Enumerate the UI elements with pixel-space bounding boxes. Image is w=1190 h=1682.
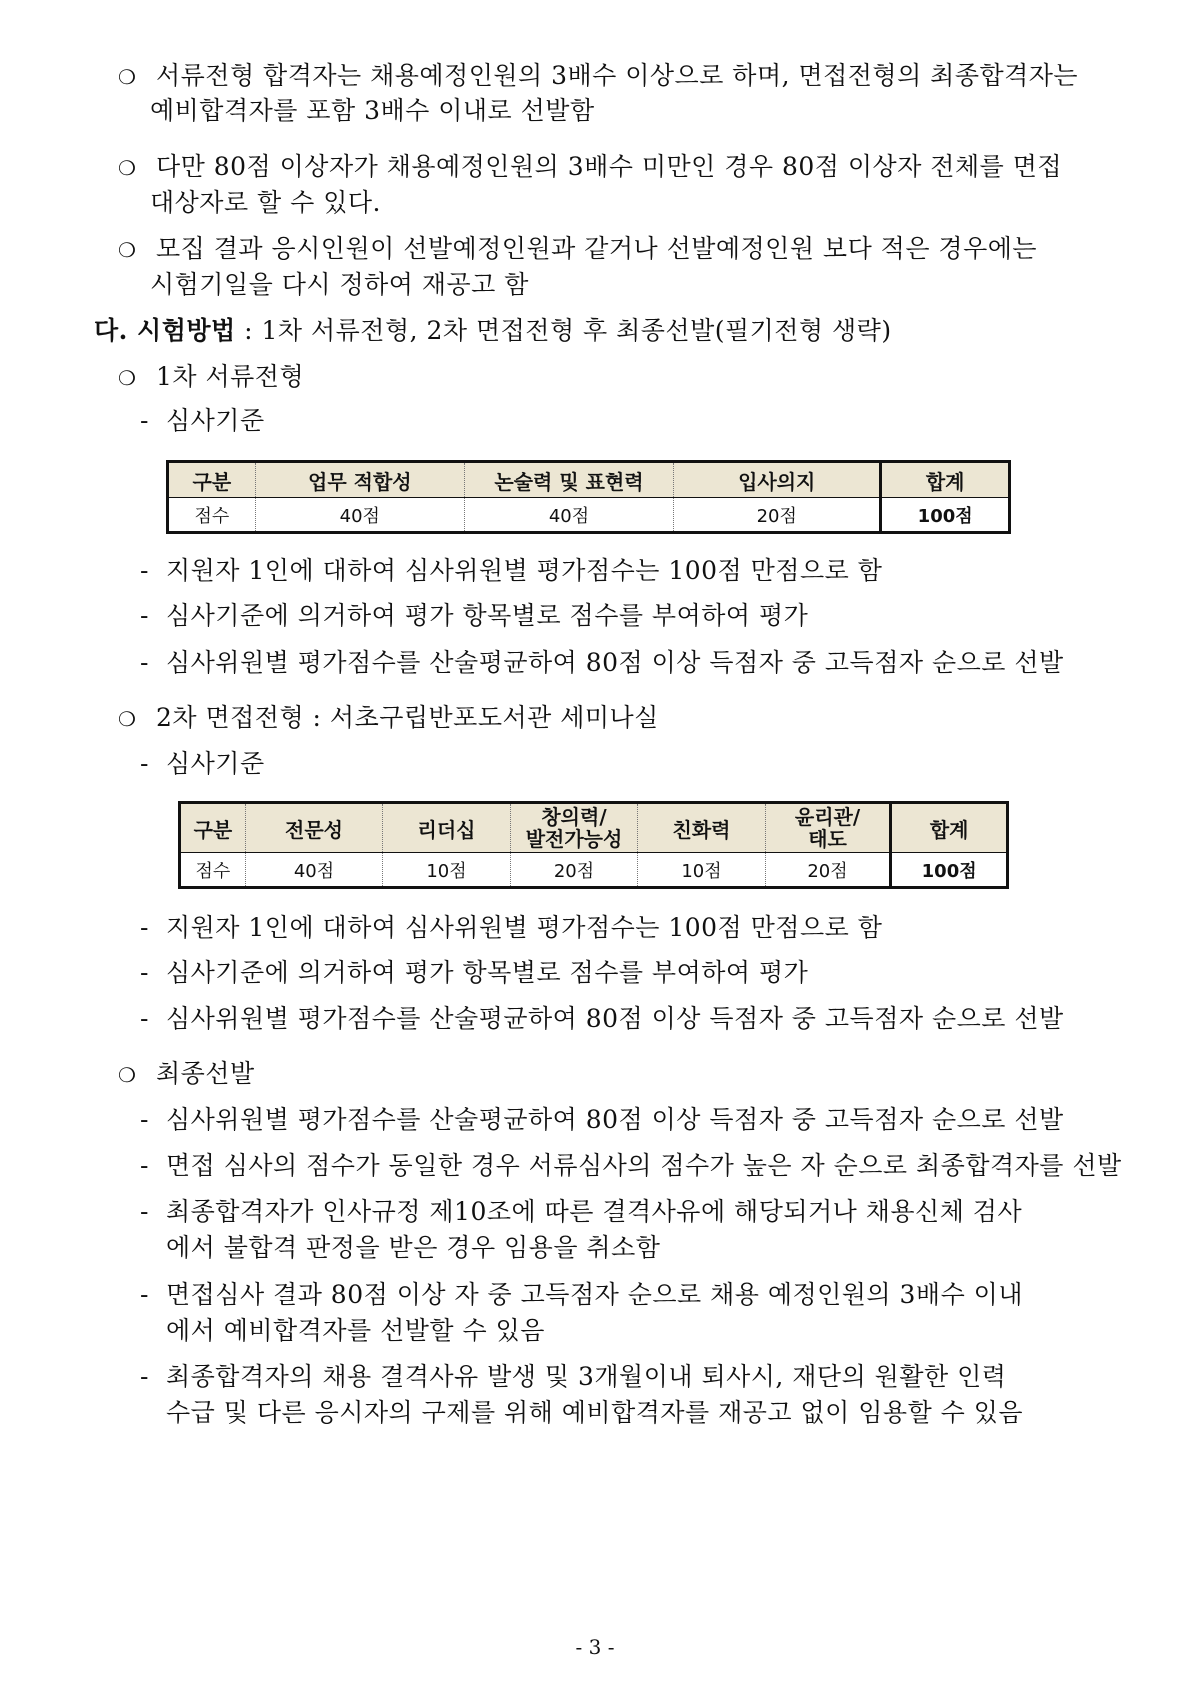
interview-title: ❍ 2차 면접전형 : 서초구립반포도서관 세미나실 — [118, 703, 659, 732]
table-header-cell-total: 합계 — [891, 803, 1008, 853]
table-header-cell: 논술력 및 표현력 — [464, 462, 673, 498]
table-header-cell: 전문성 — [245, 803, 382, 853]
table-header-cell: 친화력 — [638, 803, 766, 853]
table-cell: 점수 — [180, 853, 246, 888]
dash-bullet: - — [140, 556, 149, 585]
section-label: 다. 시험방법 — [94, 316, 236, 345]
final-item-continued: 에서 예비합격자를 선발할 수 있음 — [166, 1316, 545, 1345]
doc-review-title: ❍ 1차 서류전형 — [118, 362, 305, 391]
dash-bullet: - — [140, 749, 149, 778]
paragraph-text: 서류전형 합격자는 채용예정인원의 3배수 이상으로 하며, 면접전형의 최종합격자는 — [156, 61, 1079, 90]
interview-criteria-label: - 심사기준 — [140, 749, 265, 778]
dash-bullet: - — [140, 1151, 149, 1180]
paragraph-3-line-2 — [150, 270, 529, 300]
table-cell: 20점 — [510, 853, 638, 888]
table-header-cell: 리더십 — [383, 803, 511, 853]
paragraph-1-line-2 — [150, 96, 595, 126]
paragraph-text: 다만 80점 이상자가 채용예정인원의 3배수 미만인 경우 80점 이상자 전체를 면접 — [156, 152, 1062, 181]
circle-bullet-icon: ❍ — [118, 65, 137, 89]
paragraph-2-line-2 — [150, 188, 381, 218]
paragraph-text: 모집 결과 응시인원이 선발예정인원과 같거나 선발예정인원 보다 적은 경우에는 — [156, 234, 1038, 263]
circle-bullet-icon: ❍ — [118, 366, 137, 390]
final-item: - 최종합격자가 인사규정 제10조에 따른 결격사유에 해당되거나 채용신체 검사 — [140, 1197, 1023, 1226]
dash-bullet: - — [140, 1197, 149, 1226]
dash-bullet: - — [140, 1362, 149, 1391]
final-item: - 면접 심사의 점수가 동일한 경우 서류심사의 점수가 높은 자 순으로 최종합격자를 선발 — [140, 1151, 1122, 1180]
circle-bullet-icon: ❍ — [118, 156, 137, 180]
table-header-cell: 구분 — [168, 462, 256, 498]
final-item-continued: 에서 불합격 판정을 받은 경우 임용을 취소함 — [166, 1233, 661, 1262]
paragraph-text: 예비합격자를 포함 3배수 이내로 선발함 — [150, 96, 595, 125]
doc-review-criteria-label: - 심사기준 — [140, 406, 265, 435]
final-item: - 면접심사 결과 80점 이상 자 중 고득점자 순으로 채용 예정인원의 3배수 이내 — [140, 1280, 1023, 1309]
doc-review-note: - 지원자 1인에 대하여 심사위원별 평가점수는 100점 만점으로 함 — [140, 556, 883, 585]
final-item: - 최종합격자의 채용 결격사유 발생 및 3개월이내 퇴사시, 재단의 원활한 인력 — [140, 1362, 1007, 1391]
circle-bullet-icon: ❍ — [118, 707, 137, 731]
doc-review-note: - 심사위원별 평가점수를 산술평균하여 80점 이상 득점자 중 고득점자 순으로 선발 — [140, 648, 1064, 677]
table-header-cell: 업무 적합성 — [255, 462, 464, 498]
table-cell-total: 100점 — [881, 498, 1010, 533]
table-cell: 20점 — [765, 853, 891, 888]
interview-note: - 지원자 1인에 대하여 심사위원별 평가점수는 100점 만점으로 함 — [140, 913, 883, 942]
dash-bullet: - — [140, 1004, 149, 1033]
dash-bullet: - — [140, 913, 149, 942]
table-cell: 점수 — [168, 498, 256, 533]
final-title: ❍ 최종선발 — [118, 1059, 255, 1088]
paragraph-3-line-1 — [118, 234, 1037, 265]
dash-bullet: - — [140, 601, 149, 630]
table-cell-total: 100점 — [891, 853, 1008, 888]
doc-review-criteria-table — [166, 460, 1011, 534]
dash-bullet: - — [140, 1105, 149, 1134]
table-cell: 40점 — [245, 853, 382, 888]
dash-bullet: - — [140, 1280, 149, 1309]
dash-bullet: - — [140, 648, 149, 677]
dash-bullet: - — [140, 406, 149, 435]
circle-bullet-icon: ❍ — [118, 238, 137, 262]
table-cell: 20점 — [674, 498, 881, 533]
final-item-continued: 수급 및 다른 응시자의 구제를 위해 예비합격자를 재공고 없이 임용할 수 있음 — [166, 1398, 1024, 1427]
table-cell: 10점 — [383, 853, 511, 888]
table-cell: 10점 — [638, 853, 766, 888]
table-header-cell: 창의력/ 발전가능성 — [510, 803, 638, 853]
table-header-cell: 윤리관/ 태도 — [765, 803, 891, 853]
section-heading — [94, 316, 892, 346]
page-number: - 3 - — [575, 1635, 615, 1659]
table-header-cell: 구분 — [180, 803, 246, 853]
circle-bullet-icon: ❍ — [118, 1063, 137, 1087]
table-cell: 40점 — [255, 498, 464, 533]
interview-note: - 심사기준에 의거하여 평가 항목별로 점수를 부여하여 평가 — [140, 958, 809, 987]
paragraph-text: 대상자로 할 수 있다. — [150, 188, 381, 217]
dash-bullet: - — [140, 958, 149, 987]
paragraph-text: 시험기일을 다시 정하여 재공고 함 — [150, 270, 529, 299]
paragraph-2-line-1 — [118, 152, 1062, 183]
table-header-cell: 입사의지 — [674, 462, 881, 498]
interview-note: - 심사위원별 평가점수를 산술평균하여 80점 이상 득점자 중 고득점자 순으로 선발 — [140, 1004, 1064, 1033]
paragraph-1-line-1 — [118, 61, 1078, 92]
final-item: - 심사위원별 평가점수를 산술평균하여 80점 이상 득점자 중 고득점자 순으로 선발 — [140, 1105, 1064, 1134]
section-text: : 1차 서류전형, 2차 면접전형 후 최종선발(필기전형 생략) — [235, 316, 892, 345]
table-cell: 40점 — [464, 498, 673, 533]
table-header-cell-total: 합계 — [881, 462, 1010, 498]
doc-review-note: - 심사기준에 의거하여 평가 항목별로 점수를 부여하여 평가 — [140, 601, 809, 630]
interview-criteria-table — [178, 801, 1009, 889]
